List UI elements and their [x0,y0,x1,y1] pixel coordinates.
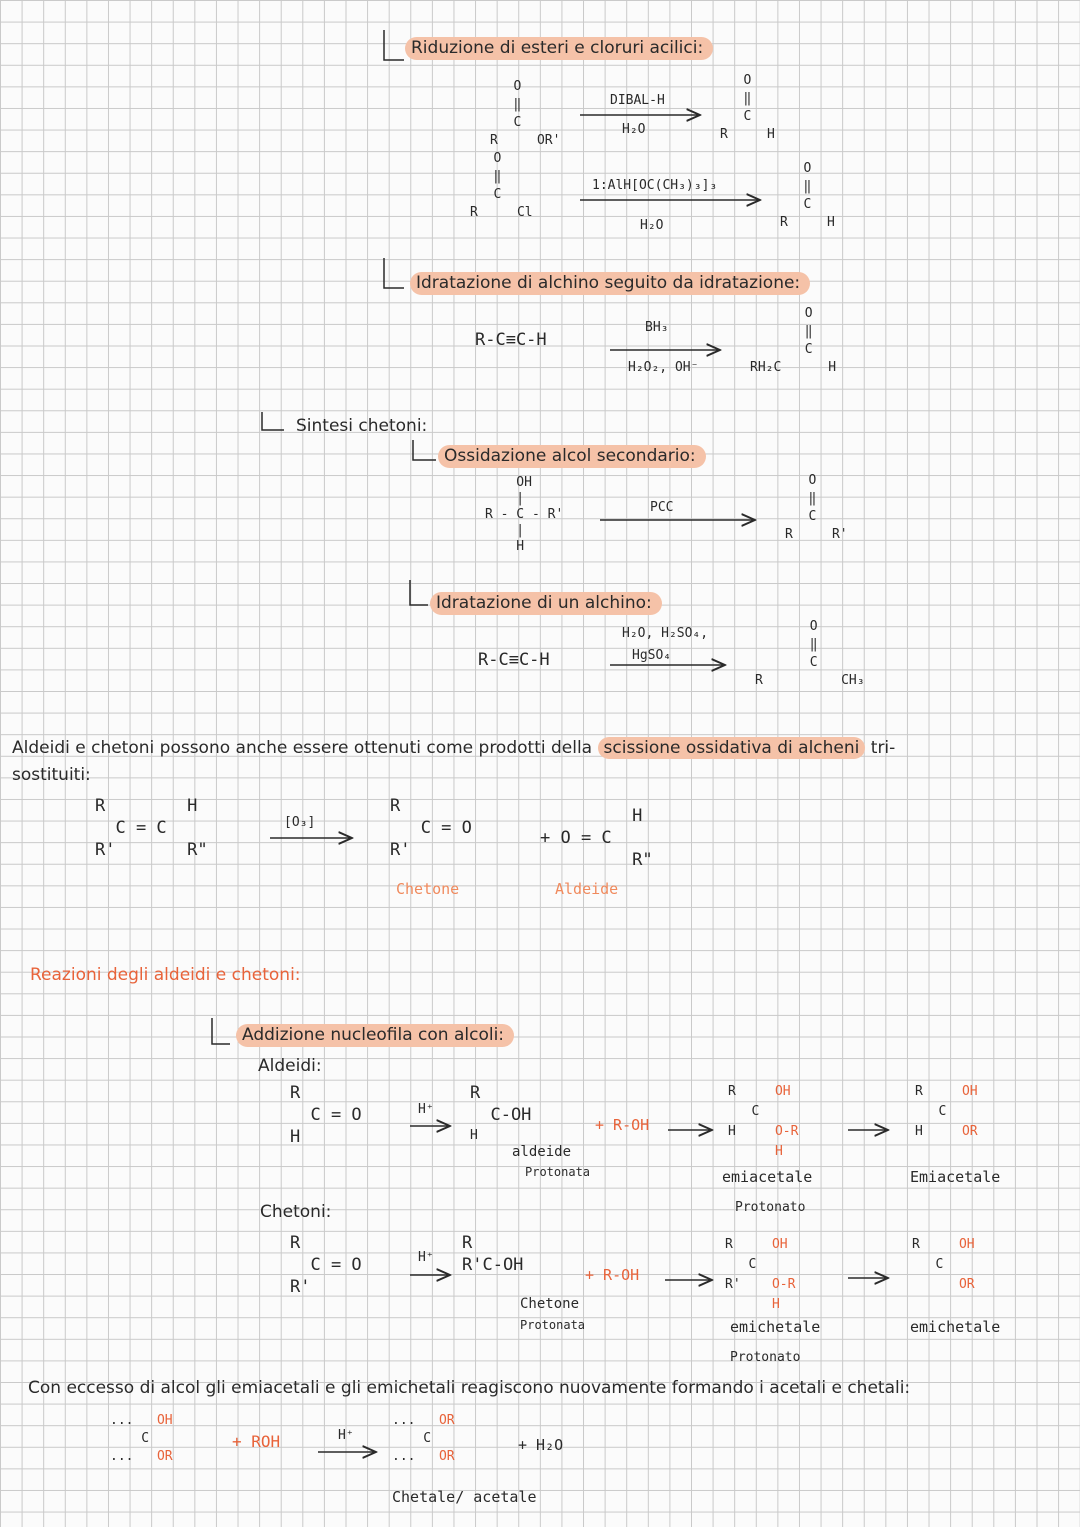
paragraph-scissione-cont: sostituiti: [12,765,91,785]
heading-aldeidi: Aldeidi: [258,1056,322,1076]
label-roh-excess: + ROH [232,1432,281,1451]
label-emichetale: emichetale [910,1318,1001,1336]
heading-addizione: Addizione nucleofila con alcoli: [236,1024,514,1047]
structure-aldehyde-3: O ‖ C RH₂C H [750,306,837,375]
label-emichetale-protonato-2: Protonato [730,1350,801,1365]
label-chetone: Chetone [396,880,460,898]
label-roh-2: + R-OH [585,1266,640,1284]
label-emiacetale-protonato-1: emiacetale [722,1168,813,1186]
label-emiacetale: Emiacetale [910,1168,1001,1186]
structure-methyl-ketone: O ‖ C R CH₃ [755,619,865,688]
reagent-alh: 1:AlH[OC(CH₃)₃]₃ [592,178,718,193]
paragraph-eccesso: Con eccesso di alcol gli emiacetali e gli emichetali reagiscono nuovamente formando i acetali e chetali: [28,1378,911,1398]
label-roh-1: + R-OH [595,1116,650,1134]
reagent-h2o2: H₂O₂, OH⁻ [628,360,699,375]
structure-protonated-aldehyde: R C-OH [470,1083,532,1125]
structure-secondary-alcohol: OH | R - C - R' | H [485,475,564,554]
structure-hemiketal: R OH C OR [912,1237,975,1292]
heading-idratazione-alchino: Idratazione di un alchino: [430,592,662,615]
heading-reazioni: Reazioni degli aldeidi e chetoni: [30,965,301,985]
label-chetale-acetale: Chetale/ acetale [392,1488,537,1506]
structure-hemiacetal: R OH C H OR [915,1084,978,1139]
structure-acyl-chloride: O ‖ C R Cl [470,151,533,220]
structure-ketone-product: R C = O R' [390,796,472,860]
heading-ossidazione: Ossidazione alcol secondario: [438,445,706,468]
reagent-h2o-1: H₂O [622,122,646,137]
reagent-dibal: DIBAL-H [610,93,665,108]
label-h2o-product: + H₂O [518,1436,564,1454]
reagent-hgso4: HgSO₄ [632,648,672,663]
h-label: H [470,1128,478,1143]
label-emichetale-protonato-1: emichetale [730,1318,821,1336]
structure-aldehyde-start: R C = O H [290,1083,362,1147]
structure-protonated-ketone: R R'C-OH [462,1233,524,1275]
reagent-bh3: BH₃ [645,320,669,335]
structure-ester: O ‖ C R OR' [490,79,561,148]
label-aldeide: Aldeide [555,880,619,898]
reagent-hplus-1: H⁺ [418,1102,434,1117]
reagent-h2so4: H₂O, H₂SO₄, [622,626,709,641]
reagent-h2o-2: H₂O [640,218,664,233]
reagent-pcc: PCC [650,500,674,515]
structure-alkyne-1: R-C≡C-H [475,330,547,350]
structure-aldehyde-1: O ‖ C R H [720,73,775,142]
reagent-ozone: [O₃] [284,815,316,830]
structure-protonated-hemiacetal: R OH C H O-R H [728,1084,799,1159]
heading-riduzione: Riduzione di esteri e cloruri acilici: [405,37,713,60]
structure-acetal-generic: ... OR C ... OR [392,1413,455,1464]
heading-sintesi-chetoni: Sintesi chetoni: [296,416,428,436]
structure-alkyne-2: R-C≡C-H [478,650,550,670]
label-aldeide-protonata-2: Protonata [525,1165,591,1179]
label-emiacetale-protonato-2: Protonato [735,1200,806,1215]
label-aldeide-protonata-1: aldeide [512,1144,572,1160]
structure-hemi-generic: ... OH C ... OR [110,1413,173,1464]
paragraph-scissione: Aldeidi e chetoni possono anche essere ottenuti come prodotti della scissione ossidativa di alcheni tri- [12,738,896,758]
structure-alkene: R H C = C R' R" [95,796,208,860]
structure-ketone-1: O ‖ C R R' [785,473,848,542]
reagent-hplus-3: H⁺ [338,1428,354,1443]
structure-ketone-start: R C = O R' [290,1233,362,1297]
heading-idratazione-alchino-boro: Idratazione di alchino seguito da idratazione: [410,272,810,295]
label-chetone-protonato-1: Chetone [520,1296,580,1312]
label-chetone-protonato-2: Protonata [520,1318,586,1332]
heading-chetoni: Chetoni: [260,1202,332,1222]
structure-aldehyde-2: O ‖ C R H [780,161,835,230]
structure-protonated-hemiketal: R OH C R' O-R H [725,1237,796,1312]
reagent-hplus-2: H⁺ [418,1250,434,1265]
structure-aldehyde-product: H + O = C R" [540,806,653,870]
